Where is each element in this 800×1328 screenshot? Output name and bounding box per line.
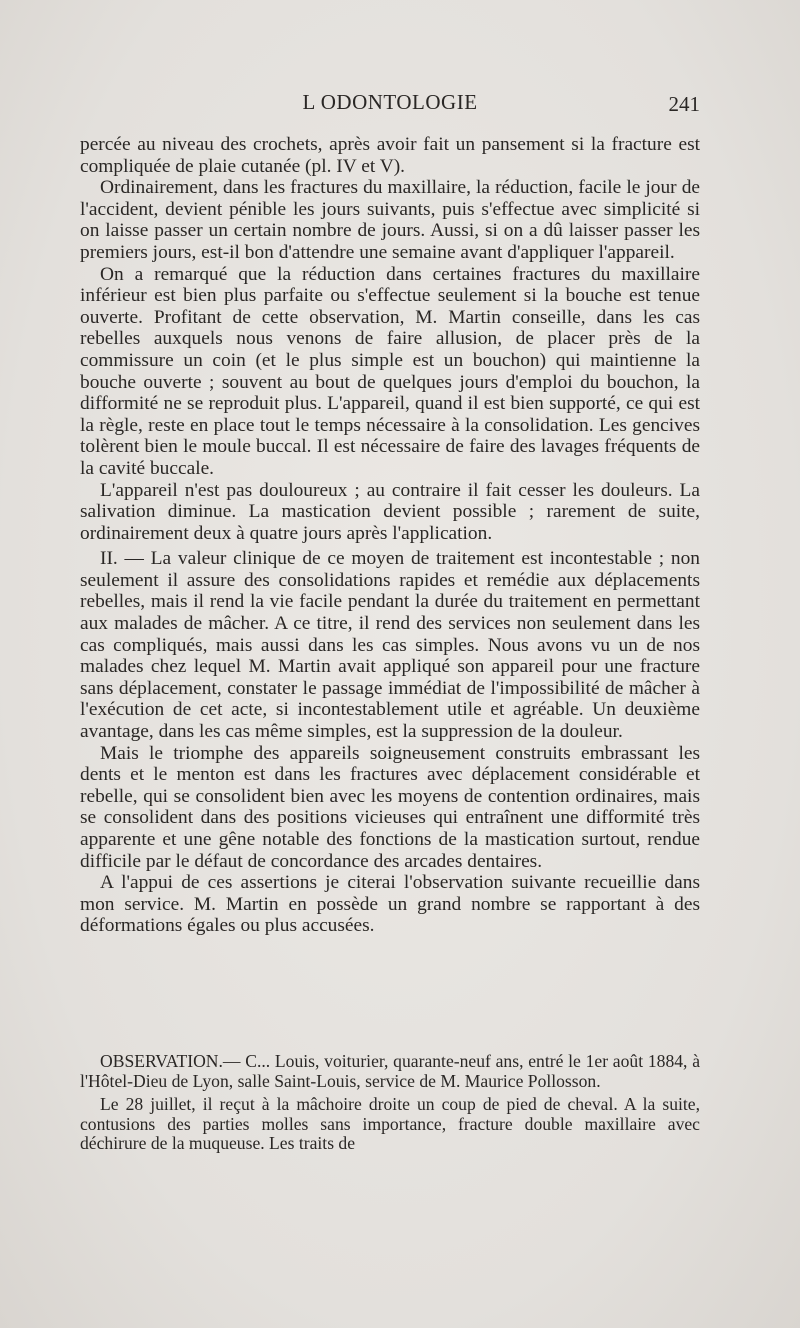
paragraph: percée au niveau des crochets, après avoir fait un pansement si la fracture est compliquée de plaie cutanée (pl. IV et V).: [80, 134, 700, 177]
main-text: [80, 134, 700, 937]
paragraph: L'appareil n'est pas douloureux ; au contraire il fait cesser les douleurs. La salivation diminue. La mastication devient possible ; rarement de suite, ordinairement deux à quatre jours après l'application.: [80, 479, 700, 544]
running-title: L ODONTOLOGIE: [302, 90, 478, 114]
paragraph: Mais le triomphe des appareils soigneusement construits embrassant les dents et le menton est dans les fractures avec déplacement considérable et rebelle, qui se consolident bien avec les moyens de contention ordinaires, mais se consolident dans des positions vicieuses qui entraînent une difformité très apparente et une gêne notable des fonctions de la mastication surtout, rendue difficile par le défaut de concordance des arcades dentaires.: [80, 742, 700, 872]
observation-paragraph: OBSERVATION.— C... Louis, voiturier, quarante-neuf ans, entré le 1er août 1884, à l'Hôtel-Dieu de Lyon, salle Saint-Louis, service de M. Maurice Pollosson.: [80, 1051, 700, 1091]
page-number: 241: [668, 92, 700, 116]
paragraph: A l'appui de ces assertions je citerai l'observation suivante recueillie dans mon service. M. Martin en possède un grand nombre se rapportant à des déformations égales ou plus accusées.: [80, 872, 700, 937]
paragraph: Ordinairement, dans les fractures du maxillaire, la réduction, facile le jour de l'accident, devient pénible les jours suivants, puis s'effectue avec simplicité si on laisse passer un certain nombre de jours. Aussi, si on a dû laisser passer les premiers jours, est-il bon d'attendre une semaine avant d'appliquer l'appareil.: [80, 177, 700, 263]
paragraph: II. — La valeur clinique de ce moyen de traitement est incontestable ; non seulement il assure des consolidations rapides et remédie aux déplacements rebelles, mais il rend la vie facile pendant la durée du traitement en permettant aux malades de mâcher. A ce titre, il rend des services non seulement dans les cas compliqués, mais aussi dans les cas simples. Nous avons vu un de nos malades chez lequel M. Martin avait appliqué son appareil pour une fracture sans déplacement, constater le passage immédiat de l'impossibilité de mâcher à l'exécution de cet acte, si incontestablement utile et agréable. Un deuxième avantage, dans les cas même simples, est la suppression de la douleur.: [80, 548, 700, 743]
observation-section: [80, 1052, 700, 1154]
observation-paragraph: Le 28 juillet, il reçut à la mâchoire droite un coup de pied de cheval. A la suite, contusions des parties molles sans importance, fracture double maxillaire avec déchirure de la muqueuse. Les traits de: [80, 1094, 700, 1154]
page-header: [80, 90, 700, 120]
paragraph: On a remarqué que la réduction dans certaines fractures du maxillaire inférieur est bien plus parfaite ou s'effectue seulement si la bouche est tenue ouverte. Profitant de cette observation, M. Martin conseille, dans les cas rebelles auxquels nous venons de faire allusion, de placer près de la commissure un coin (et le plus simple est un bouchon) qui maintienne la bouche ouverte ; souvent au bout de quelques jours d'emploi du bouchon, la difformité ne se reproduit plus. L'appareil, quand il est bien supporté, ce qui est la règle, reste en place tout le temps nécessaire à la consolidation. Les gencives tolèrent bien le moule buccal. Il est nécessaire de faire des lavages fréquents de la cavité buccale.: [80, 263, 700, 479]
